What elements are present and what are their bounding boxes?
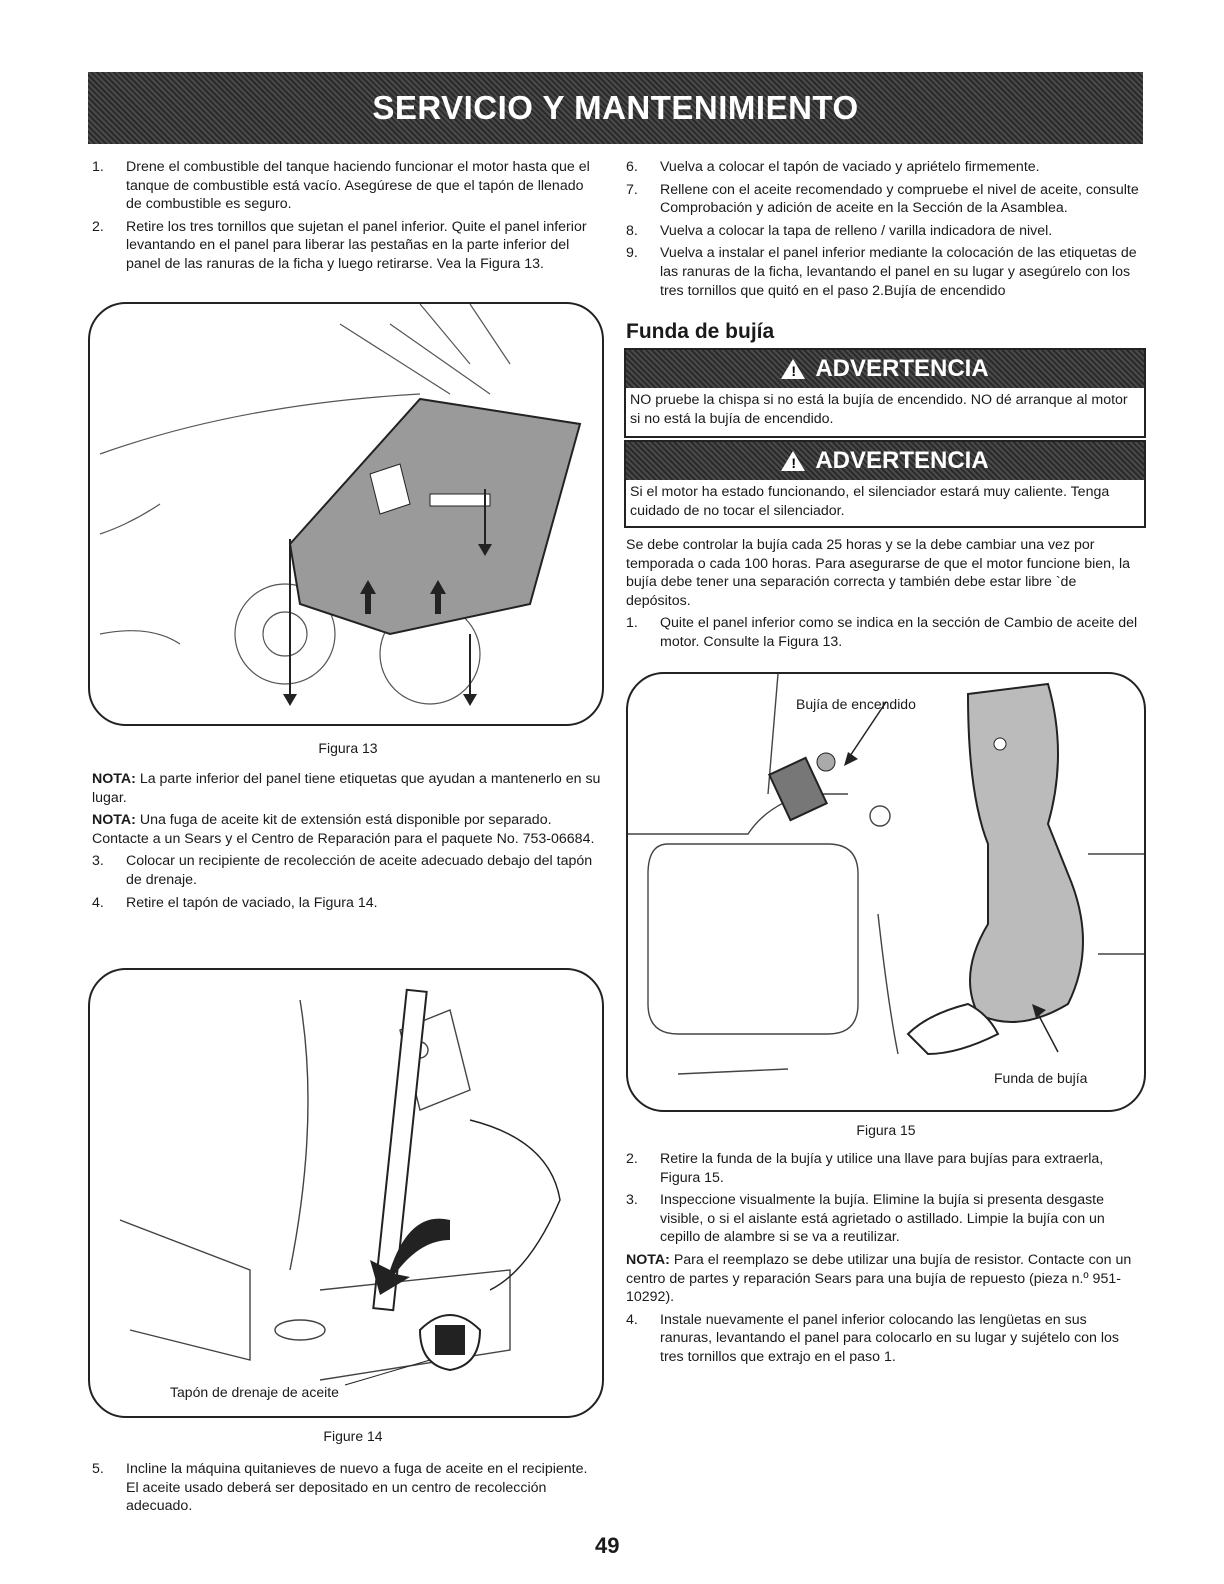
- header-banner: [88, 72, 1143, 144]
- list-item: 6. Vuelva a colocar el tapón de vaciado y apriételo firmemente.: [626, 159, 1040, 175]
- list-item: 4. Retire el tapón de vaciado, la Figura 14.: [92, 894, 378, 911]
- right-steps-1: [626, 158, 1142, 304]
- warning-triangle-icon: !: [781, 359, 805, 379]
- left-notes: [92, 770, 604, 916]
- page-number: 49: [595, 1533, 620, 1558]
- list-item: 9. Vuelva a instalar el panel inferior mediante la colocación de las etiquetas de las ranuras de la ficha, levantando el panel en su lugar y asegúrelo con los tres tornillos que quitó en el paso 2.Bujía de encendido: [626, 245, 1137, 299]
- figure-14: [88, 968, 604, 1418]
- figure-14-caption: Figure 14: [323, 1428, 383, 1444]
- figure-13: [88, 302, 604, 726]
- figure-13-caption: Figura 13: [318, 740, 378, 756]
- warning-header: ! ADVERTENCIA: [626, 350, 1144, 388]
- list-item: 1. Quite el panel inferior como se indica en la sección de Cambio de aceite del motor. Consulte la Figura 13.: [626, 615, 1138, 650]
- list-item: 1. Drene el combustible del tanque haciendo funcionar el motor hasta que el tanque de combustible está vacío. Asegúrese de que el tapón de llenado de combustible es seguro.: [92, 159, 590, 213]
- warning-triangle-icon: !: [781, 451, 805, 471]
- page-title: SERVICIO Y MANTENIMIENTO: [372, 89, 859, 126]
- figure-15: [626, 672, 1146, 1112]
- spark-plug-boot-label: Funda de bujía: [994, 1070, 1088, 1086]
- figure-15-caption: Figura 15: [856, 1122, 916, 1138]
- list-item: 2. Retire la funda de la bujía y utilice una llave para bujías para extraerla, Figura 15.: [626, 1151, 1104, 1186]
- section-title: Funda de bujía: [626, 320, 775, 343]
- warning-text: Si el motor ha estado funcionando, el silenciador estará muy caliente. Tenga cuidado de no tocar el silenciador.: [630, 484, 1110, 519]
- list-item: 4. Instale nuevamente el panel inferior colocando las lengüetas en sus ranuras, levantando el panel para colocarlo en su lugar y sujételo con los tres tornillos que extrajo en el paso 1.: [626, 1311, 1120, 1365]
- warning-box-2: [624, 440, 1146, 528]
- note-3: NOTA: Para el reemplazo se debe utilizar una bujía de resistor. Contacte con un centro de partes y reparación Sears para una bujía de repuesto (pieza n.º 951-10292).: [626, 1251, 1132, 1306]
- right-steps-2: [626, 1150, 1142, 1371]
- list-item: 5. Incline la máquina quitanieves de nuevo a fuga de aceite en el recipiente. El aceite usado deberá ser depositado en un centro de recolección adecuado.: [92, 1461, 588, 1515]
- warning-box-1: [624, 348, 1146, 438]
- warning-text: NO pruebe la chispa si no está la bujía de encendido. NO dé arranque al motor si no está la bujía de encendido.: [630, 392, 1128, 427]
- warning-header: ! ADVERTENCIA: [626, 442, 1144, 480]
- left-step-5: [92, 1460, 600, 1520]
- left-steps-1: [92, 158, 600, 278]
- drain-plug-illustration: [90, 970, 602, 1416]
- list-item: 7. Rellene con el aceite recomendado y compruebe el nivel de aceite, consulte Comprobación y adición de aceite en la Sección de la Asamblea.: [626, 181, 1139, 217]
- list-item: 8. Vuelva a colocar la tapa de relleno / varilla indicadora de nivel.: [626, 222, 1053, 239]
- spark-plug-paragraph: Se debe controlar la bujía cada 25 horas y se la debe cambiar una vez por temporada o cada 100 horas. Para asegurarse de que el motor funcione bien, la bujía debe tener una separación correcta y también debe estar libre `de depósitos.: [626, 537, 1130, 609]
- list-item: 3. Inspeccione visualmente la bujía. Elimine la bujía si presenta desgaste visible, o si el aislante está agrietado o astillado. Limpie la bujía con un cepillo de alambre si se va a reutilizar.: [626, 1192, 1105, 1246]
- list-item: 3. Colocar un recipiente de recolección de aceite adecuado debajo del tapón de drenaje.: [92, 853, 593, 888]
- spark-plug-label: Bujía de encendido: [796, 696, 916, 712]
- drain-plug-label: Tapón de drenaje de aceite: [170, 1384, 339, 1400]
- snowblower-panel-illustration: [90, 304, 602, 724]
- list-item: 2. Retire los tres tornillos que sujetan el panel inferior. Quite el panel inferior levantando en el panel para liberar las pestañas en la parte inferior del panel de las ranuras de la ficha y luego retirarse. Vea la Figura 13.: [92, 218, 587, 272]
- spark-plug-illustration: [628, 674, 1144, 1110]
- right-paragraph: [626, 536, 1142, 656]
- note-2: NOTA: Una fuga de aceite kit de extensión está disponible por separado. Contacte a un Sears y el Centro de Reparación para el paquete No. 753-06684.: [92, 812, 595, 847]
- note-1: NOTA: La parte inferior del panel tiene etiquetas que ayudan a mantenerlo en su lugar.: [92, 771, 601, 806]
